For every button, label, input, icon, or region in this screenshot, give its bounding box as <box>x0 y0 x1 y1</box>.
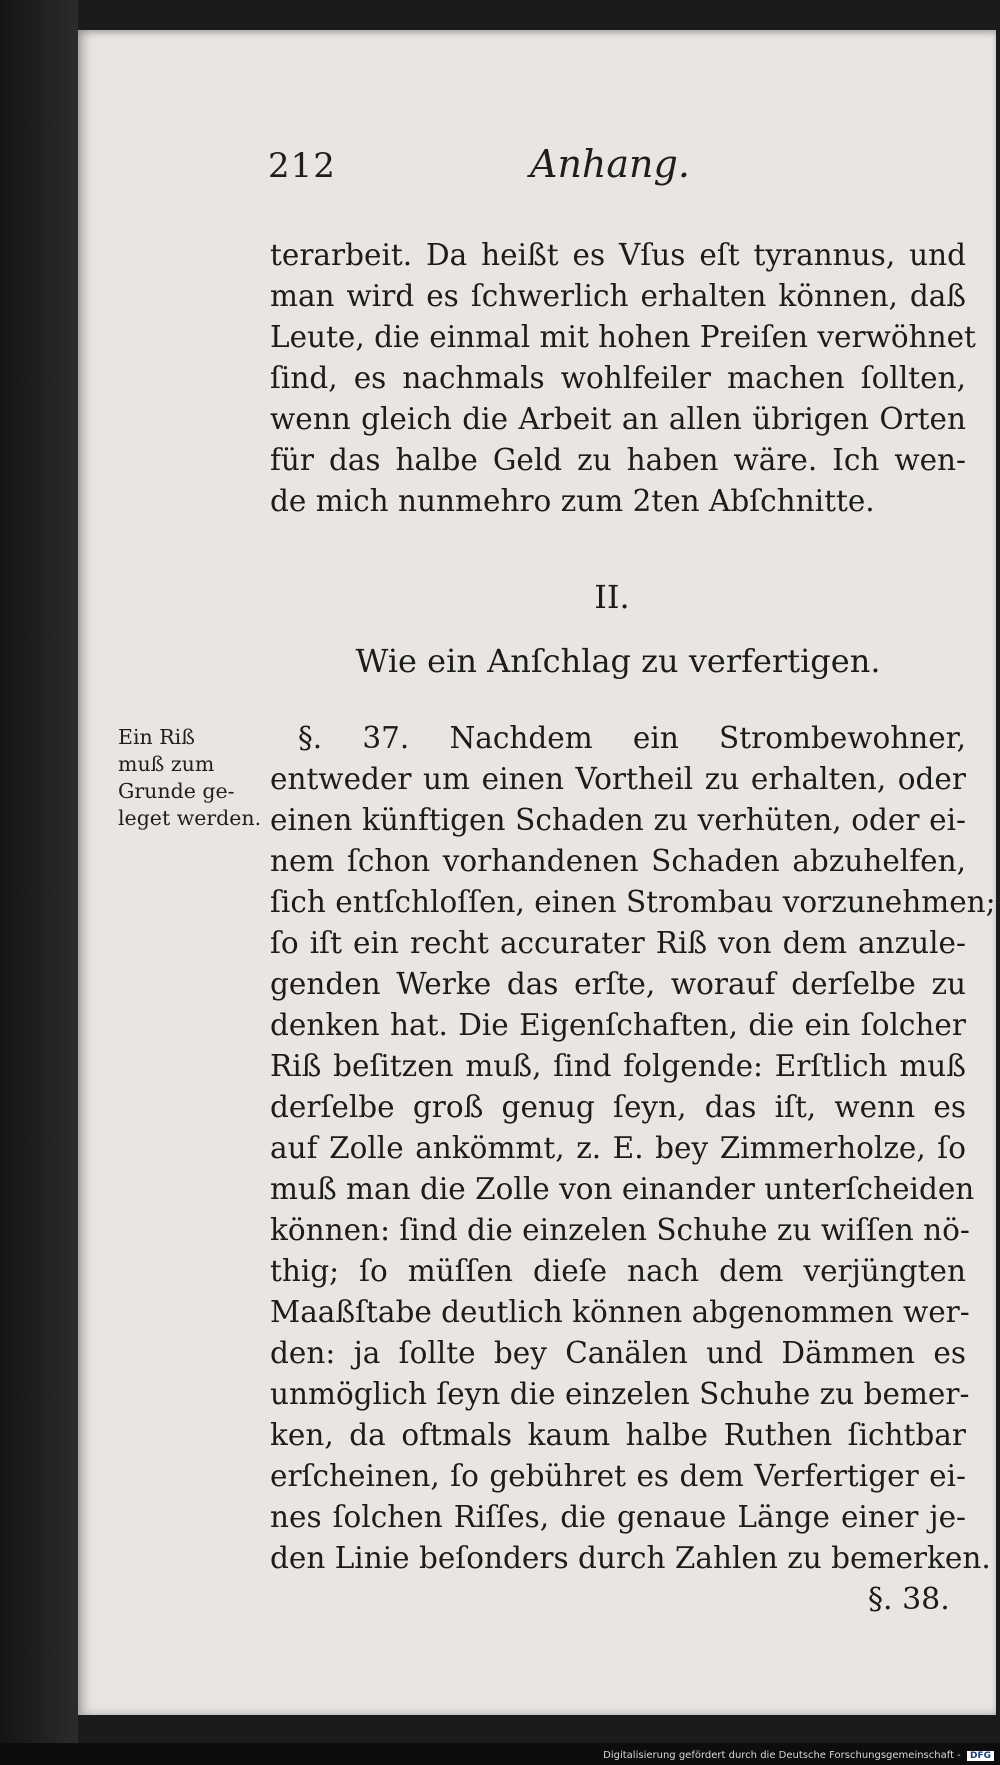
text-line: ſich entſchloſſen, einen Strombau vorzunehmen; <box>270 885 996 919</box>
text-line: erſcheinen, ſo gebühret es dem Verfertiger ei- <box>270 1459 966 1493</box>
book-binding <box>0 0 78 1765</box>
text-line: wenn gleich die Arbeit an allen übrigen Orten <box>270 402 966 436</box>
credit-text: Digitalisierung gefördert durch die Deutsche Forschungsgemeinschaft - <box>603 1750 961 1761</box>
margin-note-line: muß zum <box>118 752 215 776</box>
digitization-credit <box>603 1750 994 1761</box>
text-line: de mich nunmehro zum 2ten Abſchnitte. <box>270 484 875 518</box>
text-line: denken hat. Die Eigenſchaften, die ein ſolcher <box>270 1008 966 1042</box>
text-line: derſelbe groß genug ſeyn, das iſt, wenn es <box>270 1090 966 1124</box>
text-line: können: ſind die einzelen Schuhe zu wiſſen nö- <box>270 1213 970 1247</box>
running-head: Anhang. <box>530 142 690 186</box>
text-line: ſind, es nachmals wohlfeiler machen ſollten, <box>270 361 966 395</box>
text-line: einen künftigen Schaden zu verhüten, oder ei- <box>270 803 966 837</box>
text-line: auf Zolle ankömmt, z. E. bey Zimmerholze, ſo <box>270 1131 966 1165</box>
section-number: II. <box>594 578 630 616</box>
text-line: unmöglich ſeyn die einzelen Schuhe zu bemer- <box>270 1377 970 1411</box>
text-line: genden Werke das erſte, worauf derſelbe zu <box>270 967 966 1001</box>
text-line: den: ja ſollte bey Canälen und Dämmen es <box>270 1336 966 1370</box>
margin-note-line: Grunde ge- <box>118 779 235 803</box>
footer-bar <box>0 1743 1000 1765</box>
text-line: ſo iſt ein recht accurater Riß von dem anzule- <box>270 926 966 960</box>
text-line: entweder um einen Vortheil zu erhalten, oder <box>270 762 966 796</box>
text-line: thig; ſo müſſen dieſe nach dem verjüngten <box>270 1254 966 1288</box>
text-line: den Linie beſonders durch Zahlen zu bemerken. <box>270 1541 991 1575</box>
text-line: muß man die Zolle von einander unterſcheiden <box>270 1172 975 1206</box>
paragraph-37 <box>270 718 996 1579</box>
catchword: §. 38. <box>868 1582 950 1617</box>
text-line: Riß beſitzen muß, ſind folgende: Erſtlich muß <box>270 1049 966 1083</box>
page-number: 212 <box>268 146 336 186</box>
book-page <box>78 30 996 1715</box>
text-line: §. 37. Nachdem ein Strombewohner, <box>298 721 966 755</box>
text-line: nem ſchon vorhandenen Schaden abzuhelfen, <box>270 844 966 878</box>
text-line: ken, da oftmals kaum halbe Ruthen ſichtbar <box>270 1418 966 1452</box>
margin-note-line: leget werden. <box>118 806 262 830</box>
dfg-logo: DFG <box>967 1751 994 1761</box>
section-title: Wie ein Anſchlag zu verfertigen. <box>355 642 881 680</box>
text-line: terarbeit. Da heißt es Vſus eſt tyrannus, und <box>270 238 966 272</box>
text-line: nes ſolchen Riſſes, die genaue Länge einer je- <box>270 1500 966 1534</box>
page-header <box>78 142 996 202</box>
margin-note <box>118 724 270 832</box>
margin-note-line: Ein Riß <box>118 725 195 749</box>
text-line: für das halbe Geld zu haben wäre. Ich wen- <box>270 443 966 477</box>
text-line: man wird es ſchwerlich erhalten können, daß <box>270 279 966 313</box>
paragraph-continuation <box>270 235 976 522</box>
text-line: Maaßſtabe deutlich können abgenommen wer- <box>270 1295 970 1329</box>
text-line: Leute, die einmal mit hohen Preiſen verwöhnet <box>270 320 976 354</box>
